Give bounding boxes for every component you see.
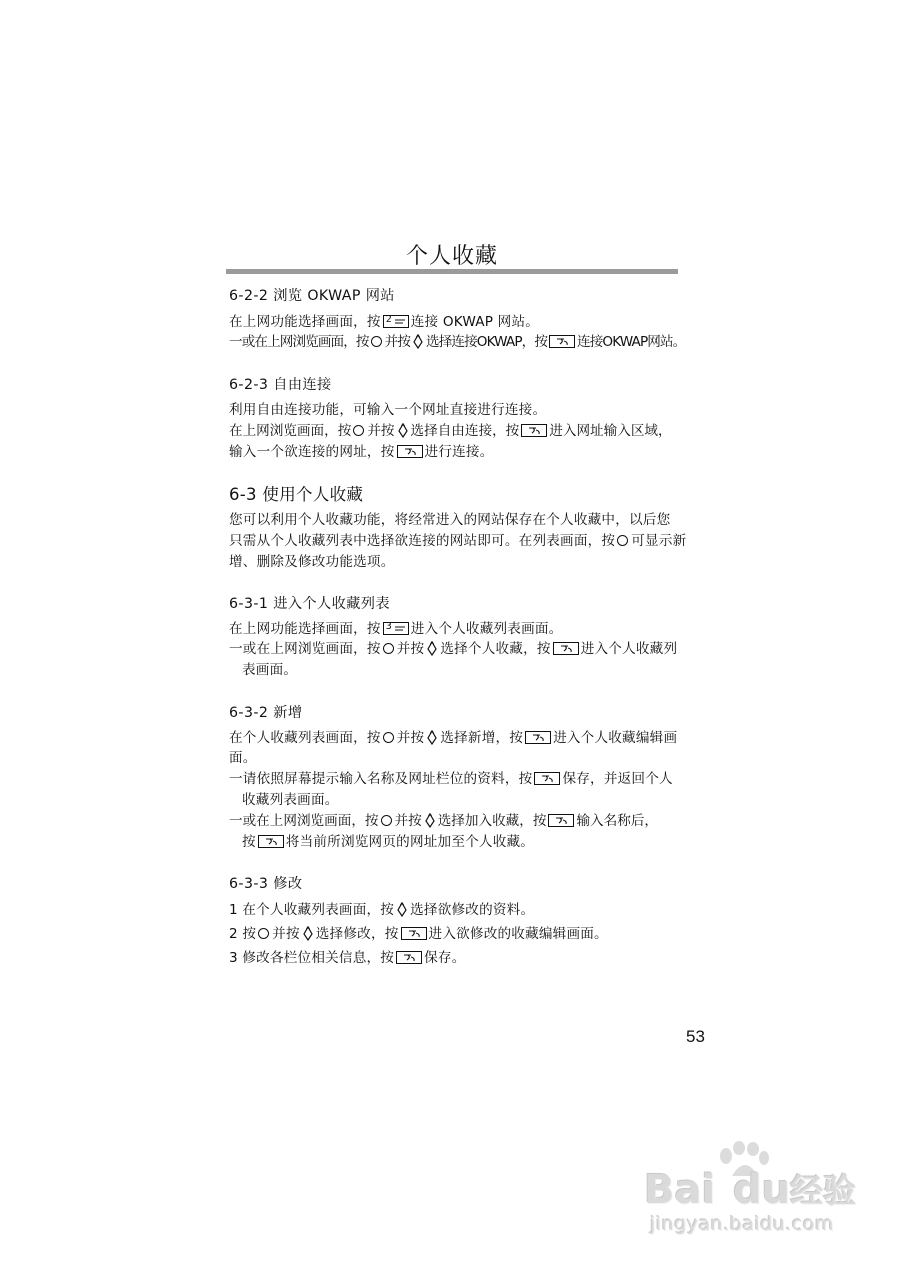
text-line <box>229 422 672 440</box>
text-segment: 选择新增，按 <box>440 730 524 746</box>
section-heading <box>229 595 390 613</box>
text-line <box>229 620 562 638</box>
watermark-brand-left: Bai <box>644 1167 716 1213</box>
text-line <box>229 925 608 943</box>
text-line <box>242 791 339 809</box>
text-line <box>229 640 677 658</box>
text-segment: 连接OKWAP网站。 <box>577 334 686 350</box>
text-line <box>229 901 534 919</box>
text-segment: 并按 <box>272 926 300 942</box>
text-line <box>229 553 395 571</box>
text-segment: 保存，并返回个人 <box>562 771 673 787</box>
text-segment: 1 在个人收藏列表画面，按 <box>229 902 395 918</box>
soft-key-icon <box>525 731 551 744</box>
ok-button-icon <box>258 928 269 939</box>
text-segment: 选择欲修改的资料。 <box>410 902 535 918</box>
text-segment: 6-3-1 进入个人收藏列表 <box>229 596 390 612</box>
text-segment: 进入网址输入区域， <box>549 423 672 439</box>
text-segment: 面。 <box>229 750 257 766</box>
text-segment: 进行连接。 <box>424 444 494 460</box>
soft-key-icon <box>258 835 284 848</box>
text-segment: 只需从个人收藏列表中选择欲连接的网站即可。在列表画面，按 <box>229 533 616 549</box>
text-segment: 一或在上网浏览画面，按 <box>229 641 381 657</box>
section-heading <box>229 376 332 394</box>
text-segment: 2 按 <box>229 926 257 942</box>
ok-button-icon <box>371 336 382 347</box>
number-key-2-icon <box>383 315 409 328</box>
navigation-key-icon <box>303 926 313 941</box>
soft-key-icon <box>401 927 427 940</box>
section-heading <box>229 875 302 893</box>
text-segment: 进入欲修改的收藏编辑画面。 <box>428 926 608 942</box>
text-segment: 进入个人收藏编辑画 <box>553 730 678 746</box>
section-heading <box>229 287 395 305</box>
text-segment: 表画面。 <box>242 662 298 678</box>
soft-key-icon <box>396 951 422 964</box>
ok-button-icon <box>617 535 628 546</box>
navigation-key-icon <box>425 813 435 828</box>
text-segment: 一请依照屏幕提示输入名称及网址栏位的资料，按 <box>229 771 533 787</box>
text-segment: 并按 <box>396 730 425 746</box>
title-underline-bar <box>226 269 678 274</box>
text-line <box>229 949 466 967</box>
text-segment: 并按 <box>384 334 411 350</box>
navigation-key-icon <box>413 334 423 349</box>
text-line <box>242 661 297 679</box>
text-line <box>229 333 685 351</box>
text-segment: 连接 OKWAP 网站。 <box>410 314 540 330</box>
soft-key-icon <box>553 642 579 655</box>
text-segment: 进入个人收藏列表画面。 <box>410 621 563 637</box>
ok-button-icon <box>383 643 394 654</box>
soft-key-icon <box>548 814 574 827</box>
watermark-brand-right: du <box>733 1167 791 1213</box>
text-line <box>229 812 658 830</box>
soft-key-icon <box>534 772 560 785</box>
text-segment: 选择修改，按 <box>315 926 399 942</box>
text-segment: 进入个人收藏列 <box>580 641 678 657</box>
soft-key-icon <box>521 424 547 437</box>
text-segment: 选择个人收藏，按 <box>440 641 551 657</box>
text-segment: 利用自由连接功能，可输入一个网址直接进行连接。 <box>229 402 547 418</box>
text-segment: 6-3-2 新增 <box>229 705 303 721</box>
text-segment: 在上网浏览画面，按 <box>229 423 352 439</box>
watermark-url: jingyan.baidu.com <box>650 1213 834 1235</box>
navigation-key-icon <box>398 423 408 438</box>
page-number: 53 <box>686 1027 705 1046</box>
text-segment: 6-3-3 修改 <box>229 876 303 892</box>
text-line <box>229 401 546 419</box>
text-segment: 一或在上网浏览画面，按 <box>229 334 369 350</box>
text-segment: 输入一个欲连接的网址，按 <box>229 444 395 460</box>
text-line <box>229 511 670 529</box>
text-segment: 选择加入收藏，按 <box>437 813 547 829</box>
text-segment: 选择自由连接，按 <box>410 423 520 439</box>
text-segment: 在上网功能选择画面，按 <box>229 621 381 637</box>
text-segment: 按 <box>242 834 256 850</box>
page-title: 个人收藏 <box>405 244 498 269</box>
text-segment: 将当前所浏览网页的网址加至个人收藏。 <box>285 834 535 850</box>
text-line <box>229 313 539 331</box>
text-segment: 并按 <box>367 423 395 439</box>
text-line <box>229 729 677 747</box>
soft-key-icon <box>397 445 423 458</box>
text-segment: 保存。 <box>424 950 466 966</box>
text-segment: 并按 <box>394 813 422 829</box>
text-line <box>229 532 686 550</box>
text-line <box>229 749 257 767</box>
text-segment: 一或在上网浏览画面，按 <box>229 813 379 829</box>
ok-button-icon <box>383 732 394 743</box>
text-segment: 6-3 使用个人收藏 <box>229 485 364 504</box>
ok-button-icon <box>353 425 364 436</box>
text-segment: 输入名称后， <box>576 813 659 829</box>
watermark-product: 经验 <box>790 1171 856 1210</box>
section-heading <box>229 484 363 506</box>
number-key-label: 3 <box>385 621 392 632</box>
text-segment: 并按 <box>396 641 425 657</box>
ok-button-icon <box>381 815 392 826</box>
navigation-key-icon <box>427 641 437 656</box>
text-line <box>229 770 673 788</box>
text-segment: 3 修改各栏位相关信息，按 <box>229 950 395 966</box>
navigation-key-icon <box>427 730 437 745</box>
text-line <box>242 833 534 851</box>
soft-key-icon <box>549 335 575 348</box>
text-line <box>229 443 494 461</box>
text-segment: 6-2-3 自由连接 <box>229 377 332 393</box>
text-segment: 6-2-2 浏览 OKWAP 网站 <box>229 288 395 304</box>
text-segment: 可显示新 <box>631 533 687 549</box>
navigation-key-icon <box>397 902 407 917</box>
text-segment: 收藏列表画面。 <box>242 792 339 808</box>
text-segment: 增、删除及修改功能选项。 <box>229 554 395 570</box>
text-segment: 您可以利用个人收藏功能，将经常进入的网站保存在个人收藏中，以后您 <box>229 512 671 528</box>
section-heading <box>229 704 302 722</box>
text-segment: 在个人收藏列表画面，按 <box>229 730 381 746</box>
number-key-label: 2 <box>385 314 392 325</box>
text-segment: 在上网功能选择画面，按 <box>229 314 381 330</box>
text-segment: 选择连接OKWAP，按 <box>426 334 548 350</box>
number-key-3-icon <box>383 622 409 635</box>
